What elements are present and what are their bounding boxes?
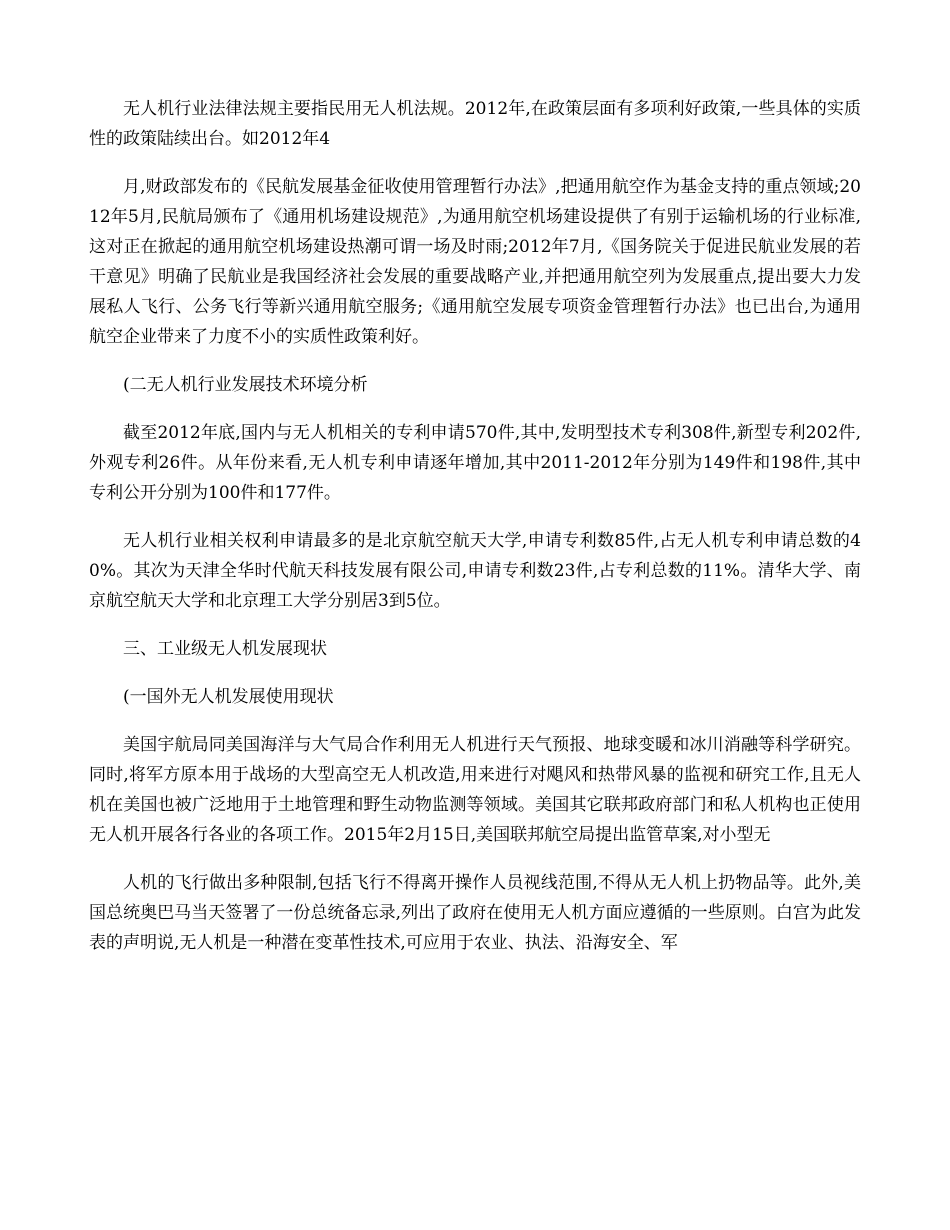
paragraph-patent-applicants: 无人机行业相关权利申请最多的是北京航空航天大学,申请专利数85件,占无人机专利申请总数的40%。其次为天津全华时代航天科技发展有限公司,申请专利数23件,占专利总数的11%。清华大学、南京航空航天大学和北京理工大学分别居3到5位。 [89,531,861,611]
paragraph-policy-details: 月,财政部发布的《民航发展基金征收使用管理暂行办法》,把通用航空作为基金支持的重点领域;2012年5月,民航局颁布了《通用机场建设规范》,为通用航空机场建设提供了有别于运输机场的行业标准,这对正在掀起的通用航空机场建设热潮可谓一场及时雨;2012年7月,《国务院关于促进民航业发展的若干意见》明确了民航业是我国经济社会发展的重要战略产业,并把通用航空列为发展重点,提出要大力发展私人飞行、公务飞行等新兴通用航空服务;《通用航空发展专项资金管理暂行办法》也已出台,为通用航空企业带来了力度不小的实质性政策利好。 [89,177,861,347]
section-heading-foreign-uav: (一国外无人机发展使用现状 [123,687,334,707]
section-heading-industrial-uav: 三、工业级无人机发展现状 [123,639,327,659]
section-heading-tech-environment: (二无人机行业发展技术环境分析 [123,375,368,395]
paragraph-us-uav-usage: 美国宇航局同美国海洋与大气局合作利用无人机进行天气预报、地球变暖和冰川消融等科学研究。同时,将军方原本用于战场的大型高空无人机改造,用来进行对飓风和热带风暴的监视和研究工作,且无人机在美国也被广泛地用于土地管理和野生动物监测等领域。美国其它联邦政府部门和私人机构也正使用无人机开展各行各业的各项工作。2015年2月15日,美国联邦航空局提出监管草案,对小型无 [89,735,861,845]
paragraph-regulation-intro: 无人机行业法律法规主要指民用无人机法规。2012年,在政策层面有多项利好政策,一些具体的实质性的政策陆续出台。如2012年4 [89,99,861,149]
paragraph-patent-statistics: 截至2012年底,国内与无人机相关的专利申请570件,其中,发明型技术专利308件,新型专利202件,外观专利26件。从年份来看,无人机专利申请逐年增加,其中2011-2012年分别为149件和198件,其中专利公开分别为100件和177件。 [89,423,861,503]
paragraph-us-uav-regulation: 人机的飞行做出多种限制,包括飞行不得离开操作人员视线范围,不得从无人机上扔物品等。此外,美国总统奥巴马当天签署了一份总统备忘录,列出了政府在使用无人机方面应遵循的一些原则。白宫为此发表的声明说,无人机是一种潜在变革性技术,可应用于农业、执法、沿海安全、军 [89,873,861,953]
document-body [89,94,861,958]
